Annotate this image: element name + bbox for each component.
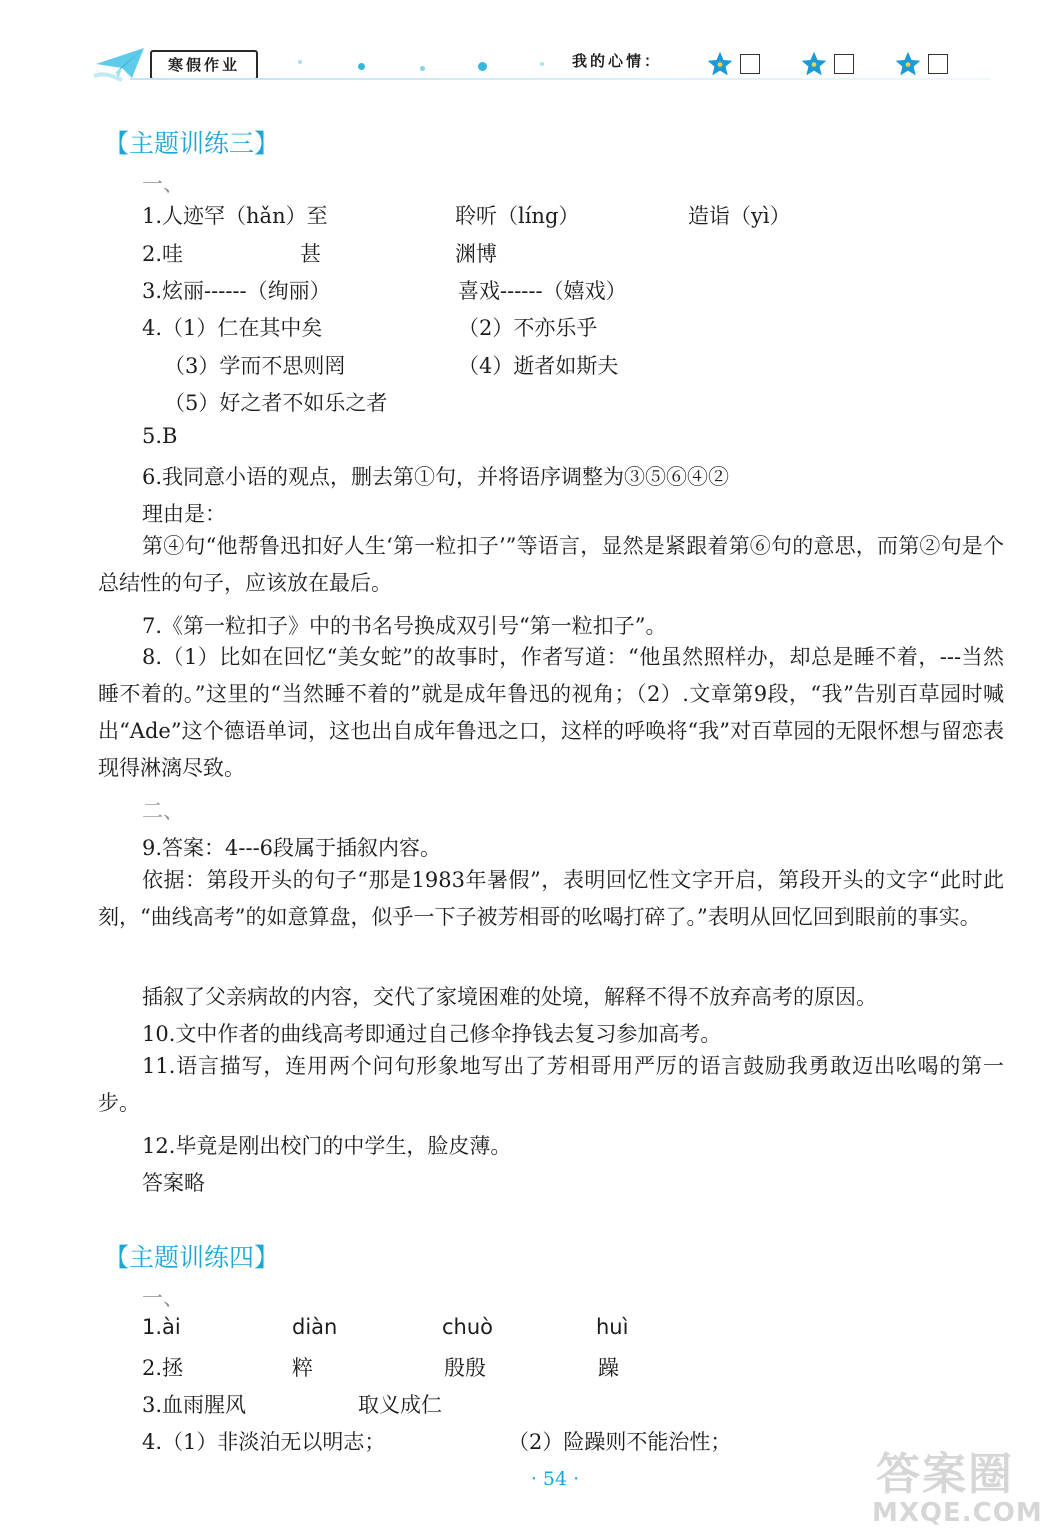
answer-6-reason: 第④句“他帮鲁迅扣好人生‘第一粒扣子’”等语言，显然是紧跟着第⑥句的意思，而第②句是个总结性的句子，应该放在最后。 — [98, 534, 1004, 595]
decor-dot — [478, 62, 487, 71]
answer-4-3: （3）学而不思则罔 — [164, 354, 346, 378]
decor-dot — [358, 63, 365, 70]
answer-9-extra: 插叙了父亲病故的内容，交代了家境困难的处境，解释不得不放弃高考的原因。 — [142, 985, 877, 1009]
answer-1c: 造诣（yì） — [688, 204, 791, 228]
mood-checkbox[interactable] — [740, 54, 760, 74]
decor-dot — [420, 66, 425, 71]
header-divider — [130, 78, 990, 80]
answer-1a: 1.ài — [142, 1315, 181, 1339]
answer-3a: 3.炫丽------（绚丽） — [142, 279, 331, 303]
answer-1b: diàn — [292, 1315, 338, 1339]
answer-4-1: 4.（1）仁在其中矣 — [142, 316, 323, 340]
answer-2b: 甚 — [300, 242, 321, 266]
mood-label: 我的心情： — [572, 52, 663, 70]
answer-1d: huì — [596, 1315, 629, 1339]
answer-4a: 4.（1）非淡泊无以明志； — [142, 1430, 386, 1454]
part-marker: 二、 — [142, 799, 184, 823]
section-heading: 【主题训练四】 — [104, 1243, 280, 1272]
mood-option-1[interactable] — [706, 50, 766, 80]
mood-option-3[interactable] — [894, 50, 954, 80]
answer-1c: chuò — [442, 1315, 494, 1339]
answer-3b: 取义成仁 — [358, 1393, 442, 1417]
answer-6-reason-label: 理由是： — [142, 502, 226, 526]
answer-2b: 粹 — [292, 1356, 313, 1380]
answer-11: 11.语言描写，连用两个问句形象地写出了芳相哥用严厉的语言鼓励我勇敢迈出吆喝的第一步。 — [98, 1054, 1004, 1115]
answer-8: 8.（1）比如在回忆“美女蛇”的故事时，作者写道：“他虽然照样办，却总是睡不着，---当然睡不着的。”这里的“当然睡不着的”就是成年鲁迅的视角；（2）.文章第9段，“我”告别百草园时喊出“Ade”这个德语单词，这也出自成年鲁迅之口，这样的呼唤将“我”对百草园的无限怀想与留恋表现得淋漓尽致。 — [98, 645, 1004, 780]
watermark — [872, 1438, 1043, 1530]
mood-checkbox[interactable] — [834, 54, 854, 74]
answer-4b: （2）险躁则不能治性； — [508, 1430, 732, 1454]
answer-1a: 1.人迹罕（hǎn）至 — [142, 204, 328, 228]
mood-checkbox[interactable] — [928, 54, 948, 74]
answer-5: 5.B — [142, 424, 178, 448]
star-icon — [894, 50, 922, 78]
answer-2a: 2.拯 — [142, 1356, 184, 1380]
page-number: · 54 · — [530, 1468, 580, 1490]
answer-3a: 3.血雨腥风 — [142, 1393, 247, 1417]
answer-2c: 殷殷 — [444, 1356, 486, 1380]
answer-3b: 喜戏------（嬉戏） — [458, 279, 627, 303]
star-icon — [706, 50, 734, 78]
answer-2d: 躁 — [598, 1356, 619, 1380]
answer-12: 12.毕竟是刚出校门的中学生，脸皮薄。 — [142, 1134, 512, 1158]
mood-option-2[interactable] — [800, 50, 860, 80]
part-marker: 一、 — [142, 1286, 184, 1310]
answer-9: 9.答案：4---6段属于插叙内容。 — [142, 836, 442, 860]
answer-2c: 渊博 — [455, 242, 497, 266]
section-heading: 【主题训练三】 — [104, 129, 280, 158]
part-marker: 一、 — [142, 172, 184, 196]
page-header — [0, 0, 1050, 100]
answer-final: 答案略 — [142, 1171, 205, 1195]
answer-4-4: （4）逝者如斯夫 — [458, 354, 619, 378]
answer-9-basis: 依据：第段开头的句子“那是1983年暑假”，表明回忆性文字开启，第段开头的文字“此时此刻，“曲线高考”的如意算盘，似乎一下子被芳相哥的吆喝打碎了。”表明从回忆回到眼前的事实。 — [98, 868, 1004, 929]
answer-6: 6.我同意小语的观点，删去第①句，并将语序调整为③⑤⑥④② — [142, 465, 730, 489]
answer-10: 10.文中作者的曲线高考即通过自己修伞挣钱去复习参加高考。 — [142, 1022, 722, 1046]
answer-2a: 2.哇 — [142, 242, 184, 266]
watermark-url: MXQE.COM — [872, 1498, 1043, 1528]
decor-dot — [298, 60, 302, 64]
answer-1b: 聆听（líng） — [455, 204, 580, 228]
answer-7: 7.《第一粒扣子》中的书名号换成双引号“第一粒扣子”。 — [142, 614, 667, 638]
decor-dot — [540, 62, 544, 66]
answer-4-5: （5）好之者不如乐之者 — [164, 391, 388, 415]
watermark-logo-text: 答案圈 — [876, 1449, 1014, 1500]
header-title: 寒假作业 — [150, 50, 258, 80]
star-icon — [800, 50, 828, 78]
answer-4-2: （2）不亦乐乎 — [458, 316, 598, 340]
